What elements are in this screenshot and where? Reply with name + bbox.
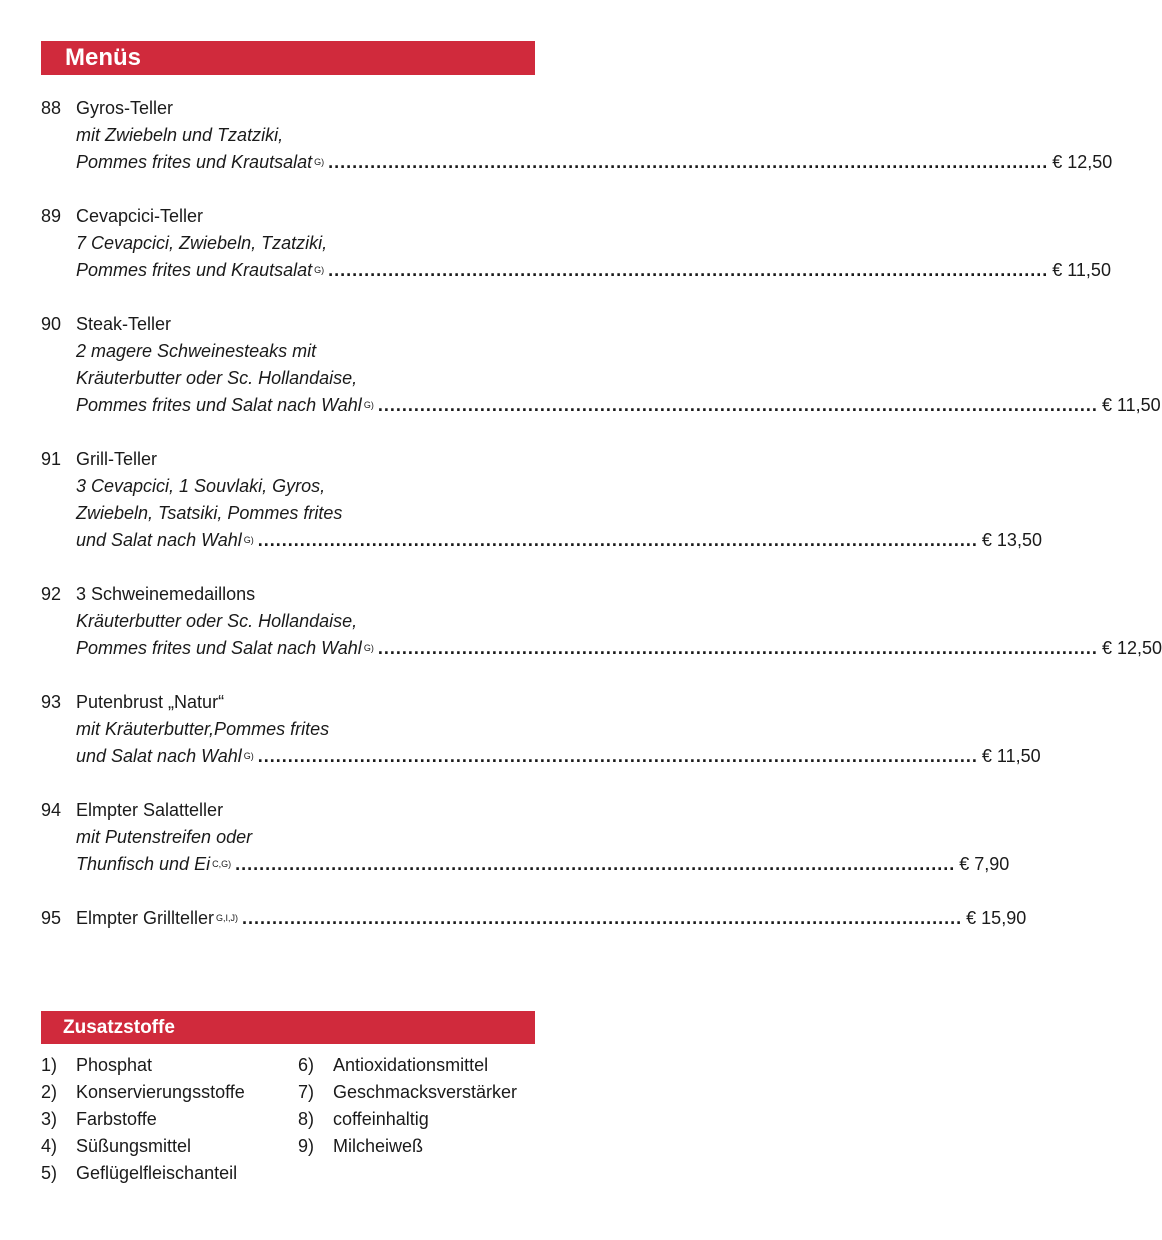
additive-number: 3) [41, 1109, 58, 1129]
menu-item-line [41, 581, 531, 608]
menu-item-line [41, 95, 531, 122]
menu-item-line [41, 527, 1042, 554]
additive-number: 5) [41, 1163, 58, 1183]
menu-item-line [41, 851, 1010, 878]
menu-item-title: 3 Schweinemedaillons [76, 584, 256, 604]
menu-item-line [41, 797, 531, 824]
menu-item-line [41, 716, 531, 743]
menu-item-price-line [76, 392, 1161, 419]
allergen-note: G) [363, 643, 374, 653]
menu-item-price-line [76, 851, 1010, 878]
menu-item-line [41, 446, 531, 473]
menu-item-description: und Salat nach Wahl [76, 746, 242, 766]
leader-dots: ........................................................................................................................ [328, 260, 1049, 280]
allergen-note: C,G) [212, 859, 232, 869]
menu-item-line [41, 257, 1111, 284]
menu-item-price: € 11,50 [981, 746, 1041, 766]
menu-item-description: mit Putenstreifen oder [76, 827, 253, 847]
additive-label: coffeinhaltig [333, 1109, 429, 1129]
additives-column-right [298, 1052, 517, 1160]
leader-dots: ........................................................................................................................ [235, 854, 956, 874]
allergen-note: G,I,J) [216, 913, 239, 923]
leader-dots: ........................................................................................................................ [377, 395, 1098, 415]
menu-item-description: und Salat nach Wahl [76, 530, 242, 550]
menu-item-description: Zwiebeln, Tsatsiki, Pommes frites [76, 503, 343, 523]
menu-item-price: € 7,90 [959, 854, 1010, 874]
menu-item-description: Thunfisch und Ei [76, 854, 211, 874]
menu-item-line [41, 689, 531, 716]
menu-item [41, 203, 1111, 284]
allergen-note: G) [243, 751, 254, 761]
menu-item-number: 89 [41, 206, 62, 226]
additive-item [41, 1079, 245, 1106]
menu-item-description: 7 Cevapcici, Zwiebeln, Tzatziki, [76, 233, 328, 253]
menu-item-description: 3 Cevapcici, 1 Souvlaki, Gyros, [76, 476, 326, 496]
menu-item-price: € 15,90 [966, 908, 1027, 928]
additive-label: Antioxidationsmittel [333, 1055, 489, 1075]
menu-item-line [41, 608, 531, 635]
menu-item-line [41, 338, 531, 365]
allergen-note: G) [363, 400, 374, 410]
additive-label: Geschmacksverstärker [333, 1082, 518, 1102]
menu-item-price: € 12,50 [1052, 152, 1113, 172]
menu-list [41, 95, 1162, 959]
menu-item [41, 446, 1042, 554]
leader-dots: ........................................................................................................................ [257, 746, 978, 766]
menu-item-title: Gyros-Teller [76, 98, 174, 118]
menu-item-line [41, 392, 1161, 419]
additive-label: Geflügelfleischanteil [76, 1163, 238, 1183]
menu-item-line [41, 311, 531, 338]
additives-heading: Zusatzstoffe [63, 1017, 175, 1038]
menu-item-line [41, 473, 531, 500]
additive-label: Farbstoffe [76, 1109, 157, 1129]
menu-item-line [41, 149, 1113, 176]
menus-heading: Menüs [65, 44, 142, 71]
additives-column-left [41, 1052, 245, 1187]
menu-item [41, 95, 1113, 176]
menu-item-title: Elmpter Salatteller [76, 800, 224, 820]
menu-item-line [41, 824, 531, 851]
menu-item-description: Pommes frites und Salat nach Wahl [76, 395, 362, 415]
menu-item-number: 91 [41, 449, 62, 469]
menu-item [41, 311, 1161, 419]
menu-item-price: € 13,50 [981, 530, 1042, 550]
additive-number: 6) [298, 1055, 315, 1075]
additive-number: 9) [298, 1136, 315, 1156]
menu-item-price-line [76, 527, 1042, 554]
menu-item-price-line [76, 149, 1113, 176]
additive-label: Süßungsmittel [76, 1136, 192, 1156]
menu-item-price-line [76, 743, 1041, 770]
allergen-note: G) [314, 157, 325, 167]
additive-number: 7) [298, 1082, 315, 1102]
additive-number: 1) [41, 1055, 58, 1075]
leader-dots: ........................................................................................................................ [242, 908, 963, 928]
menu-item-description: Kräuterbutter oder Sc. Hollandaise, [76, 368, 358, 388]
menu-item-line [41, 230, 531, 257]
menu-item [41, 581, 1162, 662]
menu-item-title: Putenbrust „Natur“ [76, 692, 225, 712]
allergen-note: G) [243, 535, 254, 545]
additive-label: Konservierungsstoffe [76, 1082, 245, 1102]
menus-heading-banner [41, 41, 535, 75]
leader-dots: ........................................................................................................................ [377, 638, 1098, 658]
menu-item-title: Elmpter Grillteller [76, 908, 215, 928]
menu-item-number: 90 [41, 314, 62, 334]
menu-item-description: Kräuterbutter oder Sc. Hollandaise, [76, 611, 358, 631]
additive-item [41, 1106, 245, 1133]
menu-item-description: Pommes frites und Krautsalat [76, 260, 313, 280]
menu-item-description: 2 magere Schweinesteaks mit [76, 341, 317, 361]
leader-dots: ........................................................................................................................ [257, 530, 978, 550]
allergen-note: G) [314, 265, 325, 275]
menu-item [41, 905, 1027, 932]
additive-item [298, 1133, 517, 1160]
menu-item-number: 93 [41, 692, 62, 712]
menu-item-description: mit Zwiebeln und Tzatziki, [76, 125, 284, 145]
menu-item-title: Steak-Teller [76, 314, 172, 334]
menu-item-line [41, 743, 1041, 770]
additive-item [298, 1052, 517, 1079]
menu-item [41, 797, 1010, 878]
menu-item-title: Grill-Teller [76, 449, 157, 469]
additive-item [41, 1052, 245, 1079]
menu-item-number: 92 [41, 584, 62, 604]
menu-item-number: 88 [41, 98, 62, 118]
menu-item-number: 94 [41, 800, 62, 820]
additive-number: 4) [41, 1136, 58, 1156]
menu-item-number: 95 [41, 908, 62, 928]
menu-item-price: € 12,50 [1101, 638, 1162, 658]
menu-item-line [41, 905, 1027, 932]
leader-dots: ........................................................................................................................ [328, 152, 1049, 172]
additive-number: 8) [298, 1109, 315, 1129]
additive-item [41, 1133, 245, 1160]
additive-number: 2) [41, 1082, 58, 1102]
menu-item-line [41, 500, 531, 527]
menu-item [41, 689, 1041, 770]
menu-item-price: € 11,50 [1052, 260, 1111, 280]
menu-item-price: € 11,50 [1101, 395, 1161, 415]
additive-item [298, 1106, 517, 1133]
additives-heading-banner [41, 1011, 535, 1044]
additive-label: Milcheiweß [333, 1136, 424, 1156]
menu-item-price-line [76, 257, 1111, 284]
menu-item-line [41, 635, 1162, 662]
menu-item-price-line [76, 905, 1027, 932]
menu-item-line [41, 365, 531, 392]
additive-label: Phosphat [76, 1055, 153, 1075]
menu-item-description: mit Kräuterbutter,Pommes frites [76, 719, 330, 739]
additive-item [41, 1160, 245, 1187]
menu-item-line [41, 203, 531, 230]
menu-item-line [41, 122, 531, 149]
menu-item-description: Pommes frites und Salat nach Wahl [76, 638, 362, 658]
menu-item-title: Cevapcici-Teller [76, 206, 204, 226]
additive-item [298, 1079, 517, 1106]
menu-item-price-line [76, 635, 1162, 662]
menu-item-description: Pommes frites und Krautsalat [76, 152, 313, 172]
